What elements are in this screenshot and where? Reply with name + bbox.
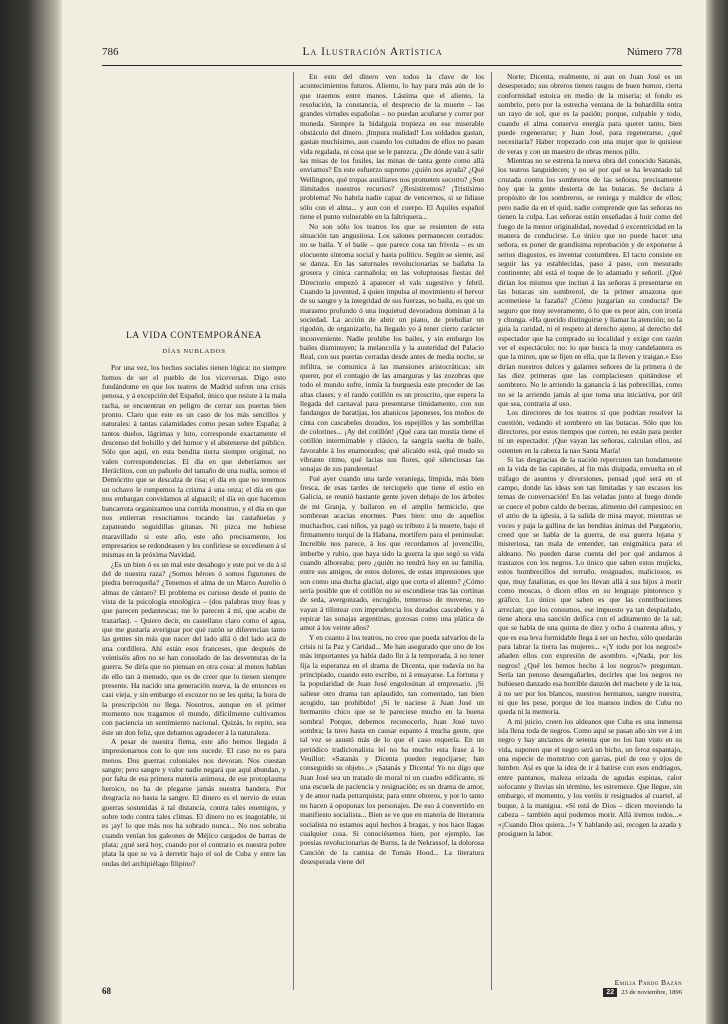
magazine-page xyxy=(62,0,706,1024)
footer-page-number: 68 xyxy=(102,986,111,996)
author-signature: Emilia Pardo Bazán xyxy=(614,978,682,987)
column-divider xyxy=(491,72,492,990)
footer-badge: 22 xyxy=(603,988,617,997)
header-issue-number: Número 778 xyxy=(626,46,682,58)
scan-binding-shadow xyxy=(0,0,62,1024)
paragraph: Los directores de los teatros sí que podrían resolver la cuestión, vedando el sombrero en las butacas. Sólo que los directores, por estos tiempos que corren, no están para perder ni un espectador. ¡Que vayan las señoras, calculan ellos, así ostenten en la cabeza la nao Santa María! xyxy=(498,408,682,455)
paragraph: Y en cuanto á los teatros, no creo que pueda salvarlos de la crisis ni la Paz y Caridad... Me han asegurado que uno de los más importantes ya había dado fin á la temporada, á no tener fija la esperanza en el drama de Dicenta, que todavía no ha principiado, cuando esto escribo, ni á ensayarse. La fortuna y la popularidad de Juan José engolosinan al empresario. ¡Si saliese otro drama tan aplaudido, tan comentado, tan bien acogido, tan prohibido! ¡Si le naciese á Juan José un hermanito chico que se le pareciese mucho en la buena sombra! Porque, debemos reconocerlo, Juan José tuvo sombra; la tuvo hasta en causar espanto á mucha gente, que tal vez se asustó más de lo que el caso requería. En un periódico tradicionalista leí no ha mucho esta frase á lo Veuillot: «Satanás y Dicenta pueden regocijarse; han conseguido su objeto...» ¡Satanás y Dicenta! Yo no digo que Juan José sea un tratado de moral ni un cuadro edificante, ni una escuela de paciencia y resignación; es un drama de amor, y de amor nada petrarquista; para entre obreros, y por lo tanto no hacen á opoponax los personajes. De eso á convertirlo en manifiesto socialista... Bien se ve que en materia de literatura socialista no estamos aquí hechos á bragas, y nos hace llagas cualquier cosa. Si conociésemos bien, por ejemplo, las poesías revolucionarias de Burns, la de Nekrassof, la dolorosa Canción de la camisa de Tomás Hood... La literatura desesperada viene del xyxy=(300,632,484,866)
running-header xyxy=(102,46,682,62)
footer-date: 23 de noviembre, 1896 xyxy=(621,988,682,996)
paragraph: ¿Es un bien ó es un mal este desahogo y este poi ve du á sí del de nuestra raza? ¿Somos héroes ó somos figurones de piedra berroqueña? ¿Tenemos el alma de un Marco Aurelio ó almas de cántaro? El problema es curioso desde el punto de vista de la psicología etnológica – (dos palabras muy feas y que parecen pedantescas; me lo parecen á mí, que acabo de trazarlas). – Quiero decir, en castellano claro como el agua, que me gustaría averiguar por qué razón se diferencian tanto las gentes sin más que nacer del lado allá ó del lado acá de una cordillera. Ahí están esos franceses, que después de veintiséis años no se han consolado de las desventuras de la guerra. Se diría que no piensan en otra cosa: al menos hablan de ello tan á menudo, que es de creer que lo tienen siempre presente. Ha nacido una generación nueva, la de entonces es casi vieja, y sin embargo el escozor no se les quita; la hora de la prescripción no llega. Nosotros, aunque en el primer momento nos tragamos el mundo, difícilmente cultivamos con paciencia un sentimiento nacional. Quizás, lo repito, sea éste un don feliz, que debamos agradecer á la naturaleza. xyxy=(102,559,286,737)
column-divider xyxy=(293,72,294,990)
header-page-number: 786 xyxy=(102,46,119,58)
paragraph: No son sólo los teatros los que se resienten de esta situación tan angustiosa. Los salones permanecen cerrados: no se baila. Y el baile – que parece cosa tan frívola – es un elocuente síntoma social y hasta político. Según se siente, así se danza. En las saturnales revolucionarias se bailaba la grosera y cínica carmañola; en las voluptuosas fiestas del Directorio empezó á aparecer el vals sugestivo y febril. Cuando la juventud, á quien impulsa al movimiento el hervor de su sangre y la integridad de sus fuerzas, no baila, es que un marasmo profundo ó una inquietud devoradora dominan á la sociedad. La acción de abrir un piano, de preludiar un rigodón, de organizarlo, ha llegado yo á tener cierto carácter inconveniente. Nadie prohibe los bailes, y sin embargo los bailes disminuyen; la melancolía y la austeridad del Palacio Real, con sus puertas cerradas desde antes de media noche, se infiltra, se comunica á las mansiones aristocráticas; sin querer, por el contagio de las amarguras y las zozobras que todo el mundo sufre, inmía la burguesía este precoder de las altas clases; y el raudo cotillón es un proscrito, que espera la llegada del carnaval para presentarse tímidamente, con sus fandangos de baratijas, los abanicos japoneses, los moños de cinta con cascabeles dorados, los espejillos y las sombrillas de colorines... ¡Ay del cotillón! ¡Qué cara tan mustia tiene el cotillón intermímable y clásico, la sangría suelta de baile, favorable á los enamorados; qué alicaído está, qué mudo su vibrante ritmo, qué lacias sus flores, qué silenciosas las sonajas de sus panderetas! xyxy=(300,221,484,474)
paragraph: A pesar de nuestra flema, este año hemos llegado á impresionarnos con lo que nos sucede. El caso no es para menos. Dos guerras coloniales nos devoran. Nos cuestan sangre; pero sangre y valor nadie negará que aquí abundan, y por falta de esa primera materia animosa, de ese protoplasma heroico, no ha de plegarse jamás nuestra bandera. Por desgracia no basta la sangre. El dinero es el nervio de estas guerras sostenidas á tal distancia, contra tales enemigos, y sobre todo contra tales climas. El dinero no es inagotable, ni es ¡ay! lo que más nos ha sobrado nunca... No nos sobraba cuando venían los galeones de Méjico cargados de barras de plata; ¿qué será hoy, cuando por el contrario es nuestra pobre plata la que se va á derretir bajo el sol de Cuba y entre las ondas del archipiélago filipino? xyxy=(102,737,286,868)
header-title: La Ilustración Artística xyxy=(302,46,443,58)
footer-date-stamp xyxy=(498,986,682,998)
article-subtitle: DÍAS NUBLADOS xyxy=(162,348,226,355)
paragraph: Fué ayer cuando una tarde veraniega, límpida, más bien fresca, de esas tardes de terciopelo que tiene el estío en Galicia, se reunió bastante gente joven debajo de los árboles de mi Granja, y bailaron en el amplio hemiciclo, que sombrean acacias enormes. Pues bien: uno de aquellos muchachos, casi niños, ya pagó su tributo á la muerte, bajo el firmamento turquí de la Habana, mortífero para el peninsular. Increíble nos parece, á los que recordamos al jovencillo, imberbe y rubio, que haya sido la guerra la que segó su vida cuando alboreaba; pero ¿quién no tendrá hoy en su familia, entre sus amigos, de estos dolores, de estas impresiones que son como una ducha glacial, algo que corta el aliento? ¿Cómo sería posible que el cotillón no se escondiese tras las cortinas de seda, avergonzado, encogido, temeroso de moverse, no vayan á tilintear con imprudencia los dorados cascabeles y á repicar las sonajas argentinas, gozosas como una plática de amor á los veinte años? xyxy=(300,473,484,633)
scan-edge-next-page xyxy=(706,0,728,1024)
header-rule xyxy=(102,65,682,66)
paragraph: A mi juicio, creen los aldeanos que Cuba es una inmensa isla llena toda de negros. Como aquí se pasan año sin ver á un negro y hay ancianos de setenta que no los han visto en su vida, suponen que el negro será un bicho, un feroz espantajo, una especie de monstruo con garras, piel de oso y ojos de lumbre. Así es que la idea de ir á batirse con esos endriagos, entre pantanos, maleza erizada de agudas espinas, calor sofocante y lluvias sin término, les estremece. Que llegue, sin embargo, el momento, y los veréis ir resignados al cuartel, al buque, á la manigua. «Si está de Dios – dicen moviendo la cabeza – también aquí podemos morir. Allá iremos todos...» «¡Cuando Dios quiera...!» Y hablando así, recogen la azada y prosiguen la labor. xyxy=(498,716,682,838)
paragraph: Norte; Dicenta, realmente, ni aun en Juan José es un desesperado; sus obreros tienen rasgos de buen humor, cierta conformidad estoica en medio de la miseria; el fondo es sombrío, pero por la estrecha ventana de la buhardilla entra un rayo de sol, que es la pasión; porque, culpable y todo, cuando el alma conserva energía para querer tanto, bien puede regenerarse; y Juan José, para regenerarse, ¿qué necesitaría? Haber tropezado con una mujer que le quisiese de veras y con un maestro de obras menos pillo. xyxy=(498,72,682,156)
text-column-2 xyxy=(300,72,484,992)
article-title: LA VIDA CONTEMPORÁNEA xyxy=(126,331,262,341)
text-column-3 xyxy=(498,72,682,972)
text-column-1 xyxy=(102,98,286,992)
paragraph: En esto del dinero ven todos la clave de los acontecimientos futuros. Aliento, lo hay para más aún de lo que traemos entre manos. Lástima que el aliento, la resolución, la constancia, el desprecio de la muerte – las grandes virtudes españolas – no puedan acuñarse y correr por moneda. Siempre la hidalguía tropieza en ese miserable obstáculo del dinero. ¡Impura realidad! Los soldados gastan, gastan muchísimo, aun cuando los cuitados de ellos no pasan vida regalada, ni cosa que se le parezca. ¿De dónde van á salir las misas de los fusiles, las minas de tanta gente como allá enviamos? En este esfuerzo supremo ¿quién nos ayuda? ¿Qué Wellington, qué tropas auxiliares nos prometen socorro? ¿Son ilimitados nuestros recursos? ¿Resistiremos? ¡Tristísimo problema! No habría nadie capaz de vencernos, si se lidiase sólo con el alma... y aun con el cuerpo. El Aquiles español tiene el punto vulnerable en la faltriquera... xyxy=(300,72,484,222)
paragraph: Por una vez, los hechos sociales tienen lógica: no siempre hemos de ser el pueblo de los viceversas. Digo esto fundándome en que los teatros de Madrid sufren una crisis penosa, y á excepción del Español, único que resiste á la mala racha, se encuentran en peligro de cerrar sus puertas bien pronto. Claro que este es un caso de los más sencillos y naturales: á tantas calamidades como pesan sobre España; á tantos duelos, lágrimas y luto, corresponde exactamente el descenso del bolsillo y del humor y el abstenerse del público. Sólo que aquí, en esta bendita tierra siempre original, no valen correspondencias. El día en que deberíamos ser Heráclitos, con un pañuelo del tamaño de una toalla, somos el Demócrito que se descalza de risa; el día en que no tenemos un ochavo le rompemos la crisma á una onza; el día en que nos embargan convidamos al alguacil; el día en que hacemos bancarrota organizamos una corrida monstruo, y el día en que nos entierran resucitamos tocando las castañuelas y zapateando seguidillas gitanas. Ni pizca me hubiese maravillado si este año, este año precisamente, los empresarios se redondeasen y les confiriese se excediesen á sí mismas en la próxima Navidad. xyxy=(102,363,286,560)
paragraph: Mientras no se estrena la nueva obra del conocido Satanás, los teatros languidecen; y no sé por qué se ha levantado tal cruzada contra los sombreros de las señoras, precisamente hoy que la gente desierta de las butacas. Se declara á propósito de los sombreros, se reniega y maldice de ellos; pero nadie da en el quid, nadie comprende que las señoras no tienen la culpa. Las señoras están enseñadas á huir como del fuego de la menor originalidad, novedad ó excentricidad en la manera de conducirse. Lo único que no puede hacer una señora, es poner de grandísima reprobación y de exponerse á serios disgustos, es inventar costumbres. El tacto consiste en seguir las ya establecidas, paso á paso, con mesurado continente; ahí está el toque de lo adamado y señoril. ¿Qué dirían los mismos que incitan á las señoras á presentarse en las butacas sin sombrerol, de la primer amazona que acometiese la fazaña? ¿Cómo juzgarían su conducta? De seguro que muy severamente, ó lo que es peor aún, con ironía y chunga. «Ha querido distinguirse y llamar la atención; no la guía la caridad, ni el respeto al derecho ajeno, al derecho del espectador que ha comprado su localidad y exige con razón ver el espectáculo; no: lo que busca la muy candelantera es que la miren, que se fijen en ella, que la lleven y traigan.» Eso dirían nuestros dulces y galantes señores de la primera ó de las diez primeras que las complaciesen quitándose el sombrero. No le arriendo la ganancia á las pobrecillas, como no se la arriendo jamás al que toma una iniciativa, por útil que sea, contraria al uso. xyxy=(498,156,682,409)
paragraph: Si las desgracias de la nación repercuten tan hondamente en la vida de las capitales, al fin más disipada, envuelta en el tráfago de asuntos y diversiones, pensad ¡qué será en el campo, donde las ideas son tan limitadas y tan escasos los temas de conversación! En las veladas junto al fuego donde se cuece el pobre caldo de berzas, alimento del campesino; en el atrio de la iglesia, á la salida de misa mayor, mientras se voces y paja la gallina de las benditas ánimas del Purgatorio, creed que se habla de la guerra, de esa guerra lejana y misteriosa, tan mala de entender, tan enigmática para el aldeano. No pueden darse cuenta del por qué andamos á trastazos con los negros. Lo único que saben estos mujicks, estos hombrecillos del terruño, resignados, maliciosos, es que, muy fatalistas, es que les llevan allá á sus hijos á morir como moscas, ó dicen ellos en su lenguaje pintoresco y gráfico. Lo único que saben es que las contribuciones arrecian; que los consumos, ese impuesto ya tan despiadado, tiene ahora una sanción deífica con el aditamento de la sal; que se habla de una quinta de diez y ocho á cuarenta años, y que es esa leva formidable llega á ser un hecho, sólo quedarán para labrar la tierra las mujeres... «¡Y todo por los negros!» añaden ellos con expresión de asombro. «¡Nada, por los negros! ¿Qué les hemos hecho á los negros?» preguntan. Sería tan penoso desengañarles, decirles que los negros no hubiesen danzado esa horrible danzón del machete y de la tea, á no ser por los blancos, nuestros hermanos, sangre nuestra, ni que les pese, porque de los mansos indios de Cuba no queda ni la memoria. xyxy=(498,455,682,717)
